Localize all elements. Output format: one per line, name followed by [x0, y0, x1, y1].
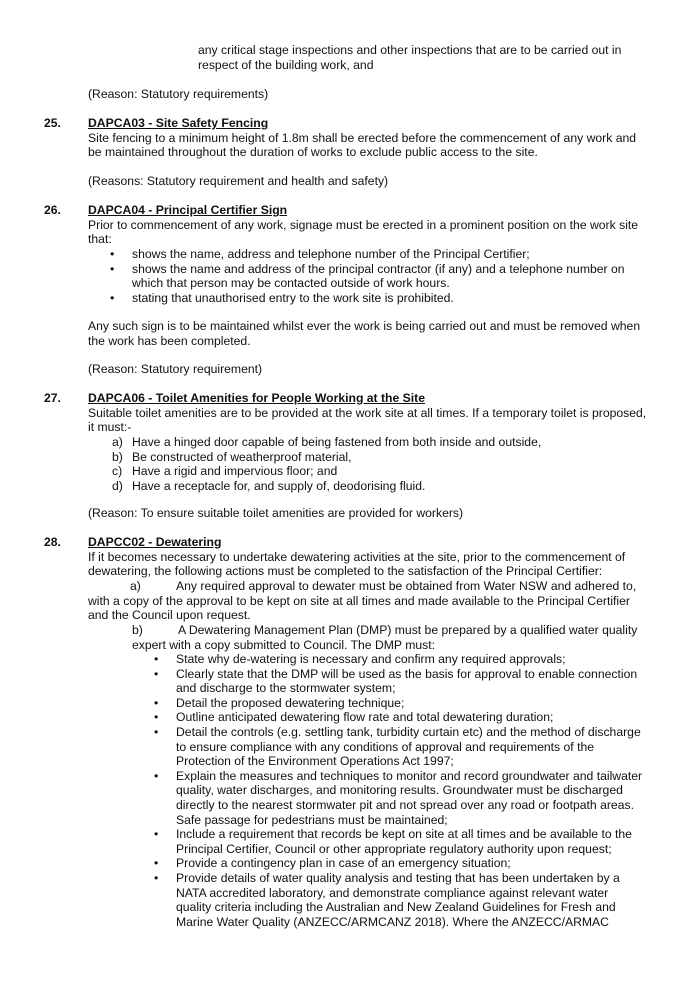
alpha-list: [112, 435, 642, 493]
condition-reason: (Reasons: Statutory requirement and health and safety): [88, 174, 389, 188]
bullet-glyph: •: [154, 666, 159, 681]
list-item: • Provide a contingency plan in case of an emergency situation;: [154, 856, 511, 871]
condition-closing: Any such sign is to be maintained whilst ever the work is being carried out and must be removed when the work has been completed.: [88, 319, 641, 348]
sub-item-a-text: a) Any required approval to dewater must be obtained from Water NSW and adhered to, with a copy of the approval to be kept on site at all times and made available to the Principal Certifier and the Council upon request.: [88, 579, 637, 623]
bullet-glyph: •: [154, 652, 159, 666]
list-item: • shows the name, address and telephone number of the Principal Certifier;: [110, 247, 530, 261]
bullet-list: [110, 247, 642, 305]
condition-reason: (Reason: Statutory requirement): [88, 362, 263, 376]
condition-title: DAPCC02 - Dewatering: [88, 535, 222, 549]
list-item: • Detail the proposed dewatering technique;: [154, 695, 405, 710]
condition-body: Site fencing to a minimum height of 1.8m shall be erected before the commencement of any work and be maintained throughout the duration of works to exclude public access to the site.: [88, 130, 637, 160]
list-item: b) Be constructed of weatherproof material,: [112, 449, 352, 464]
condition-title: DAPCA04 - Principal Certifier Sign: [88, 203, 288, 217]
condition-intro: If it becomes necessary to undertake dewatering activities at the site, prior to the commencement of dewatering, the following actions must be completed to the satisfaction of the Principal Certifier:: [88, 549, 626, 579]
list-item: a) Have a hinged door capable of being fastened from both inside and outside,: [112, 435, 542, 449]
bullet-glyph: •: [154, 768, 159, 783]
list-item: • Explain the measures and techniques to monitor and record groundwater and tailwater quality, water discharges, and monitoring results. Groundwater must be discharged directly to the nearest stormwater pit and not spread over any road or footpath areas. Safe passage for pedestrians must be maintained;: [154, 768, 643, 827]
list-item: • Outline anticipated dewatering flow rate and total dewatering duration;: [154, 710, 554, 725]
condition-closing-block: [88, 319, 648, 348]
condition-intro: Prior to commencement of any work, signage must be erected in a prominent position on the work site that:: [88, 217, 639, 247]
condition-number: 28.: [44, 535, 61, 549]
list-item: d) Have a receptacle for, and supply of, deodorising fluid.: [112, 478, 426, 493]
condition-content: [88, 535, 648, 579]
bullet-glyph: •: [154, 710, 159, 725]
condition-content: [88, 391, 648, 435]
condition-intro: Suitable toilet amenities are to be provided at the work site at all times. If a temporary toilet is proposed, it must:-: [88, 405, 647, 435]
list-item: • Detail the controls (e.g. settling tank, turbidity curtain etc) and the method of discharge to ensure compliance with any conditions of approval and requirements of the Protection of the Environment Operations Act 1997;: [154, 724, 641, 769]
condition-number: 27.: [44, 391, 61, 405]
list-item: • Clearly state that the DMP will be used as the basis for approval to enable connection and discharge to the stormwater system;: [154, 666, 638, 696]
condition-reason-block: [88, 506, 648, 521]
bullet-glyph: •: [154, 695, 159, 710]
intro-reason: [88, 87, 648, 102]
bullet-glyph: •: [110, 247, 115, 261]
continuation-text: any critical stage inspections and other inspections that are to be carried out in respect of the building work, and: [198, 43, 622, 72]
sub-item-b: [132, 623, 642, 652]
reason-text: (Reason: Statutory requirements): [88, 87, 269, 101]
continuation-text-block: [198, 43, 638, 72]
condition-number: 26.: [44, 203, 61, 217]
sub-item-a: [88, 579, 644, 623]
list-item: c) Have a rigid and impervious floor; and: [112, 464, 338, 479]
condition-reason-block: [88, 362, 648, 377]
bullet-glyph: •: [110, 290, 115, 305]
condition-reason-block: [88, 174, 648, 189]
bullet-glyph: •: [154, 827, 159, 842]
list-item: • Include a requirement that records be kept on site at all times and be available to the Principal Certifier, Council or other appropriate regulatory authority upon request;: [154, 827, 632, 856]
dmp-bullet-list: [154, 652, 646, 929]
condition-title: DAPCA03 - Site Safety Fencing: [88, 116, 269, 130]
condition-reason: (Reason: To ensure suitable toilet amenities are provided for workers): [88, 506, 464, 520]
list-item: • Provide details of water quality analysis and testing that has been undertaken by a NATA accredited laboratory, and demonstrate compliance against relevant water quality criteria including the Australian and New Zealand Guidelines for Fresh and Marine Water Quality (ANZECC/ARMCANZ 2018). Where the ANZECC/ARMAC: [154, 870, 620, 929]
bullet-glyph: •: [110, 261, 115, 276]
condition-number: 25.: [44, 116, 61, 130]
bullet-glyph: •: [154, 856, 159, 871]
list-item: • stating that unauthorised entry to the work site is prohibited.: [110, 290, 454, 305]
bullet-glyph: •: [154, 724, 159, 739]
sub-item-b-text: b) A Dewatering Management Plan (DMP) must be prepared by a qualified water quality expert with a copy submitted to Council. The DMP must:: [132, 623, 638, 652]
list-item: • shows the name and address of the principal contractor (if any) and a telephone number on which that person may be contacted outside of work hours.: [110, 261, 625, 291]
bullet-glyph: •: [154, 870, 159, 885]
condition-title: DAPCA06 - Toilet Amenities for People Working at the Site: [88, 391, 426, 405]
condition-content: [88, 203, 648, 247]
condition-content: [88, 116, 648, 160]
list-item: • State why de-watering is necessary and confirm any required approvals;: [154, 652, 566, 666]
